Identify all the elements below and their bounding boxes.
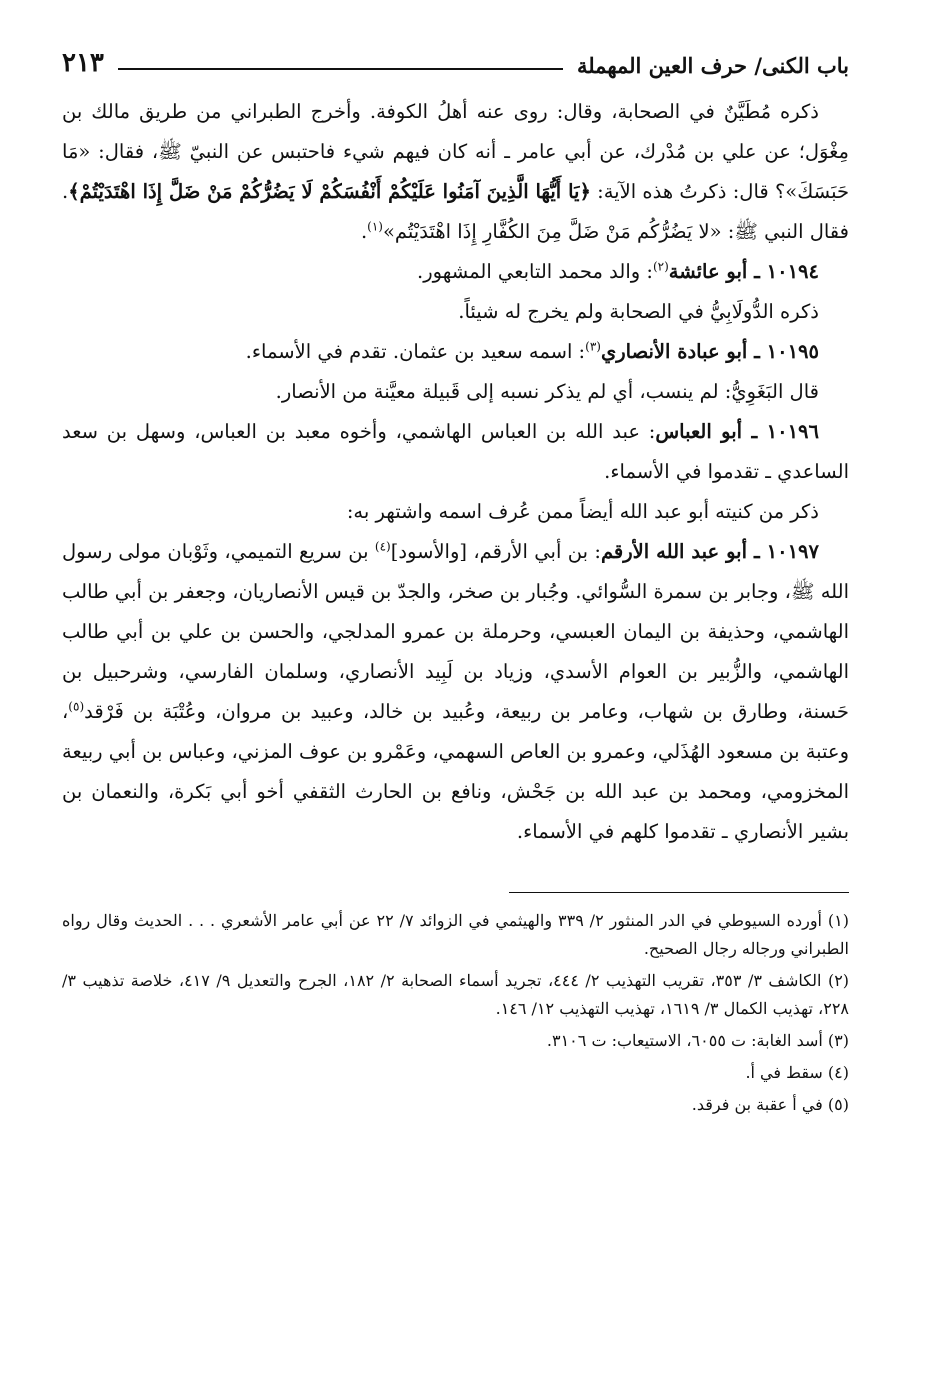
footnote-number: (١): [827, 911, 849, 930]
entry-10194: [62, 252, 849, 292]
footnote-item: [62, 1091, 849, 1119]
entry-10197: [62, 532, 849, 852]
entry-text: : والد محمد التابعي المشهور.: [417, 260, 653, 283]
text-segment: ذكره مُطَيَّنٌ في الصحابة، وقال: روى عنه أهلُ الكوفة. وأخرج الطبراني من طريق مالك بن مِغْوَل؛ عن علي بن مُدْرك، عن أبي عامر ـ أنه كان فيهم شيء فاحتبس عن النبيّ ﷺ، فقال: «مَا حَبَسَكَ»؟ قال: ذكرتُ هذه الآية:: [62, 100, 850, 203]
footnote-ref: (٤): [374, 539, 391, 554]
entry-10196: [62, 412, 849, 492]
footnote-text: أورده السيوطي في الدر المنثور ٢/ ٣٣٩ والهيثمي في الزوائد ٧/ ٢٢ عن أبي عامر الأشعري . . . الحديث وقال رواه الطبراني ورجاله رجال الصحيح.: [62, 911, 849, 958]
footnote-ref: (٥): [68, 699, 85, 714]
entry-text: : عبد الله بن العباس الهاشمي، وأخوه معبد بن العباس، وسهل بن سعد الساعدي ـ تقدموا في الأسماء.: [62, 420, 849, 483]
entry-heading: ١٠١٩٤ ـ أبو عائشة: [668, 260, 819, 283]
footnote-number: (٣): [827, 1031, 849, 1050]
footnote-number: (٤): [827, 1063, 849, 1082]
entry-heading: ١٠١٩٦ ـ أبو العباس: [655, 420, 819, 443]
main-text: [62, 92, 849, 852]
paragraph-dulabi: ذكره الدُّولَابِيُّ في الصحابة ولم يخرج له شيئاً.: [458, 300, 819, 323]
footnote-text: أسد الغابة: ت ٦٠٥٥، الاستيعاب: ت ٣١٠٦.: [546, 1031, 823, 1050]
text-segment: . فقال النبي ﷺ: «لا يَضُرُّكُم مَنْ ضَلَّ مِنَ الكُفَّارِ إِذَا اهْتَدَيْتُم»: [62, 180, 849, 243]
quran-verse: ﴿يَا أَيُّهَا الَّذِينَ آمَنُوا عَلَيْكُمْ أَنْفُسَكُمْ لَا يَضُرُّكُمْ مَنْ ضَلَّ إِذَا اهْتَدَيْتُمْ﴾: [68, 180, 591, 203]
footnote-ref: (٣): [585, 339, 601, 354]
paragraph-mutayyan: [62, 92, 849, 252]
page-number: ٢١٣: [62, 48, 104, 78]
footnote-item: [62, 1027, 849, 1055]
footnote-text: سقط في أ.: [745, 1063, 823, 1082]
footnote-text: في أ عقبة بن فرقد.: [691, 1095, 823, 1114]
entry-10195: [62, 332, 849, 372]
paragraph-kunya: ذكر من كنيته أبو عبد الله أيضاً ممن عُرف اسمه واشتهر به:: [346, 500, 819, 523]
footnote-ref: (١): [367, 219, 383, 234]
entry-text: ، وعتبة بن مسعود الهُذَلي، وعمرو بن العاص السهمي، وعَمْرو بن عوف المزني، وعباس بن أبي ربيعة المخزومي، ومحمد بن عبد الله بن جَحْش، ونافع بن الحارث الثقفي أخو أبي بَكرة، والنعمان بن بشير الأنصاري ـ تقدموا كلهم في الأسماء.: [62, 700, 849, 843]
entry-text: : اسمه سعيد بن عثمان. تقدم في الأسماء.: [245, 340, 586, 363]
chapter-title: باب الكنى/ حرف العين المهملة: [576, 53, 849, 78]
entry-text: : بن أبي الأرقم، [والأسود]: [390, 540, 601, 563]
entry-text: بن سريع التميمي، وثَوْبان مولى رسول الله ﷺ، وجابر بن سمرة السُّوائي. وجُبار بن صخر، والجدّ بن قيس الأنصاريان، وجعفر بن أبي طالب الهاشمي، وحذيفة بن اليمان العبسي، وحرملة بن عمرو المدلجي، والحسن بن علي بن أبي طالب الهاشمي، والزُّبير بن العوام الأسدي، وزياد بن لَبِيد الأنصاري، وسلمان الفارسي، وشرحبيل بن حَسنة، وطارق بن شهاب، وعامر بن ربيعة، وعُبيد بن خالد، وعبيد بن مروان، وعُتْبَة بن فَرْقد: [62, 540, 849, 723]
footnote-item: [62, 1059, 849, 1087]
book-page: [62, 30, 849, 1361]
footnotes: [62, 907, 849, 1119]
footnote-text: الكاشف ٣/ ٣٥٣، تقريب التهذيب ٢/ ٤٤٤، تجريد أسماء الصحابة ٢/ ١٨٢، الجرح والتعديل ٩/ ٤١٧، خلاصة تذهيب ٣/ ٢٢٨، تهذيب الكمال ٣/ ١٦١٩، تهذيب التهذيب ١٢/ ١٤٦.: [62, 971, 849, 1018]
footnote-item: [62, 907, 849, 963]
footnote-ref: (٢): [652, 259, 669, 274]
running-header: [62, 30, 849, 78]
header-divider: [118, 58, 563, 70]
entry-heading: ١٠١٩٧ ـ أبو عبد الله الأرقم: [600, 540, 820, 563]
footnote-number: (٢): [827, 971, 850, 990]
entry-heading: ١٠١٩٥ ـ أبو عبادة الأنصاري: [600, 340, 819, 363]
text-segment: .: [360, 220, 368, 243]
paragraph-baghawi: قال البَغَوِيُّ: لم ينسب، أي لم يذكر نسبه إلى قَبيلة معيَّنة من الأنصار.: [275, 380, 819, 403]
footnote-item: [62, 967, 849, 1023]
footnote-divider: [509, 892, 849, 893]
footnote-number: (٥): [827, 1095, 849, 1114]
